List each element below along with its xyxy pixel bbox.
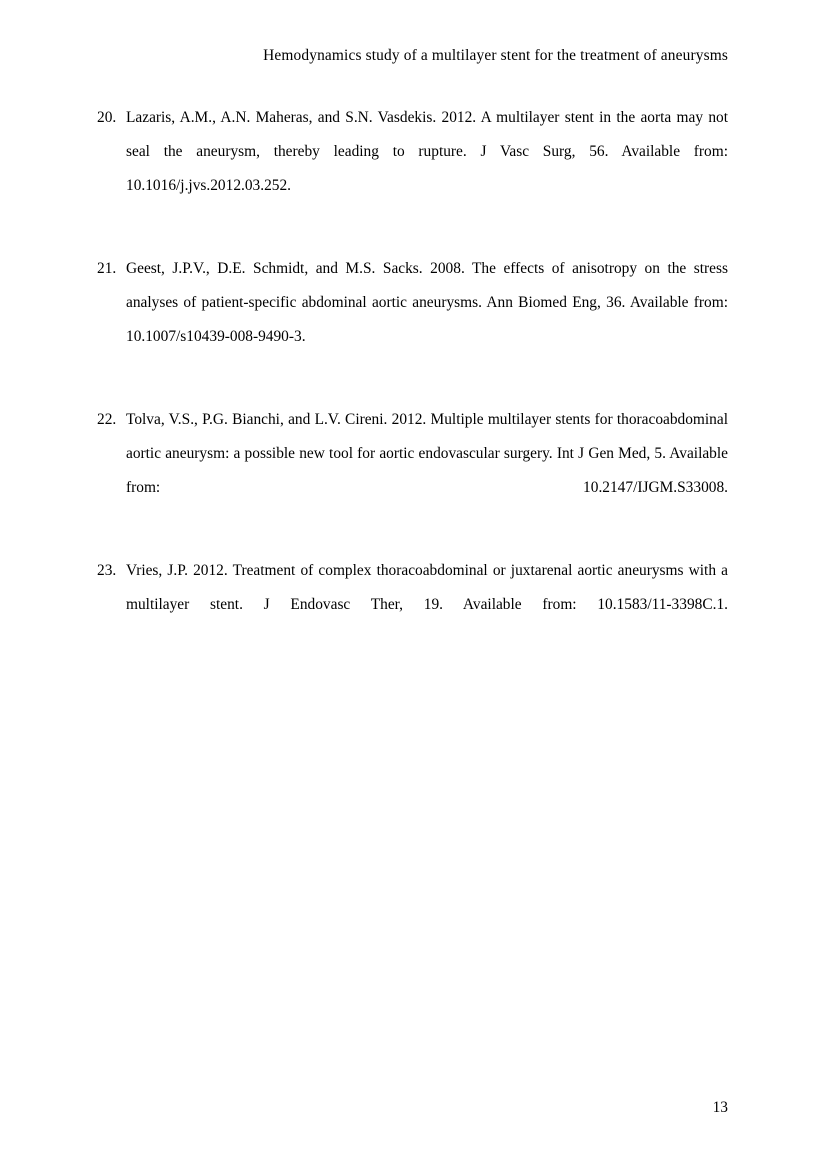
- reference-number: 21.: [97, 260, 117, 277]
- reference-list: [97, 101, 728, 656]
- running-head: Hemodynamics study of a multilayer stent for the treatment of aneurysms: [263, 47, 728, 64]
- reference-entry: [97, 252, 728, 388]
- reference-text: Tolva, V.S., P.G. Bianchi, and L.V. Cireni. 2012. Multiple multilayer stents for thoracoabdominal aortic aneurysm: a possible new tool for aortic endovascular surgery. Int J Gen Med, 5. Available from: 10.2147/IJGM.S33008.: [126, 411, 728, 496]
- reference-number: 22.: [97, 411, 117, 428]
- page-number: 13: [712, 1099, 728, 1116]
- reference-text: Lazaris, A.M., A.N. Maheras, and S.N. Vasdekis. 2012. A multilayer stent in the aorta may not seal the aneurysm, thereby leading to rupture. J Vasc Surg, 56. Available from: 10.1016/j.jvs.2012.03.252.: [126, 109, 728, 194]
- reference-text: Geest, J.P.V., D.E. Schmidt, and M.S. Sacks. 2008. The effects of anisotropy on the stress analyses of patient-specific abdominal aortic aneurysms. Ann Biomed Eng, 36. Available from: 10.1007/s10439-008-9490-3.: [126, 260, 728, 345]
- reference-entry: [97, 403, 728, 539]
- reference-entry: [97, 101, 728, 237]
- reference-text: Vries, J.P. 2012. Treatment of complex thoracoabdominal or juxtarenal aortic aneurysms with a multilayer stent. J Endovasc Ther, 19. Available from: 10.1583/11-3398C.1.: [126, 562, 728, 613]
- reference-entry: [97, 554, 728, 656]
- reference-number: 23.: [97, 562, 117, 579]
- reference-number: 20.: [97, 109, 117, 126]
